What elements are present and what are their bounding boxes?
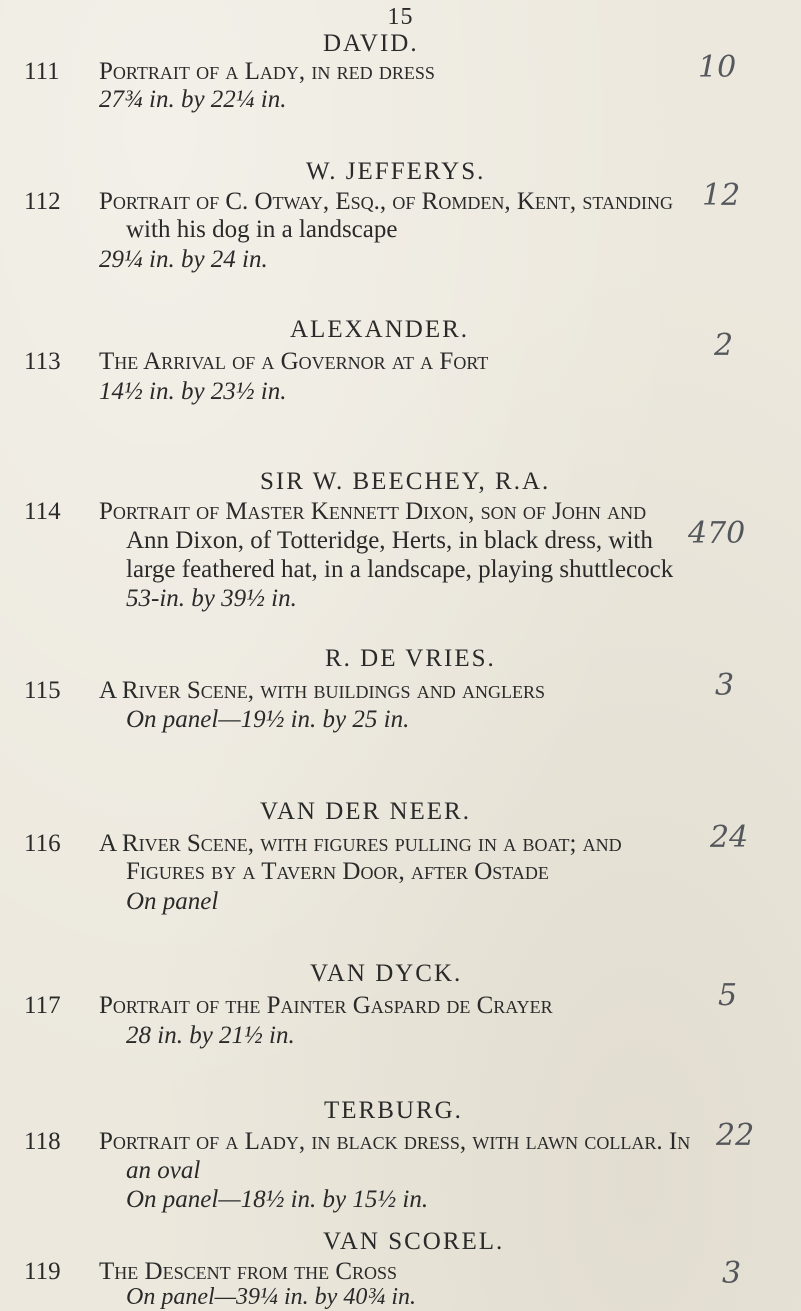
artist-name: W. JEFFERYS. — [306, 158, 486, 185]
lot-title: The Descent from the Cross — [99, 1258, 398, 1285]
lot-number: 116 — [24, 830, 61, 857]
handwritten-annotation: 470 — [688, 516, 746, 551]
lot-title: The Arrival of a Governor at a Fort — [99, 348, 489, 375]
lot-number: 113 — [24, 348, 61, 375]
artist-name: VAN SCOREL. — [323, 1228, 505, 1255]
lot-title: Portrait of a Lady, in red dress — [99, 58, 435, 85]
lot-dimensions: On panel—18½ in. by 15½ in. — [126, 1186, 429, 1213]
artist-name: TERBURG. — [324, 1097, 463, 1124]
artist-name: ALEXANDER. — [290, 316, 470, 343]
handwritten-annotation: 2 — [714, 328, 734, 363]
handwritten-annotation: 3 — [715, 668, 735, 703]
lot-dimensions: On panel—19½ in. by 25 in. — [126, 706, 410, 733]
lot-number: 114 — [24, 498, 61, 525]
lot-title-continued: large feathered hat, in a landscape, playing shuttlecock — [126, 556, 674, 583]
lot-title: Portrait of Master Kennett Dixon, son of John and — [99, 498, 647, 525]
lot-title: Portrait of a Lady, in black dress, with lawn collar. In — [99, 1128, 691, 1155]
lot-number: 111 — [24, 58, 60, 85]
lot-dimensions: On panel—39¼ in. by 40¾ in. — [126, 1284, 416, 1310]
artist-name: SIR W. BEECHEY, R.A. — [260, 468, 551, 495]
lot-dimensions: On panel — [126, 888, 219, 915]
lot-dimensions: 29¼ in. by 24 in. — [99, 246, 268, 273]
handwritten-annotation: 3 — [722, 1256, 742, 1291]
lot-title: Portrait of C. Otway, Esq., of Romden, Kent, standing — [99, 188, 673, 215]
handwritten-annotation: 24 — [710, 820, 749, 855]
lot-title: Portrait of the Painter Gaspard de Crayer — [99, 992, 553, 1019]
lot-title: A River Scene, with figures pulling in a boat; and — [99, 830, 622, 857]
artist-name: DAVID. — [323, 30, 419, 57]
handwritten-annotation: 22 — [716, 1118, 755, 1153]
lot-title-continued: with his dog in a landscape — [126, 216, 398, 243]
artist-name: VAN DYCK. — [310, 960, 463, 987]
handwritten-annotation: 10 — [698, 50, 737, 85]
handwritten-annotation: 5 — [718, 978, 738, 1013]
artist-name: R. DE VRIES. — [325, 645, 496, 672]
lot-dimensions: 14½ in. by 23½ in. — [99, 378, 287, 405]
lot-dimensions: 27¾ in. by 22¼ in. — [99, 86, 287, 113]
lot-number: 119 — [24, 1258, 61, 1285]
lot-number: 117 — [24, 992, 61, 1019]
page-number: 15 — [387, 4, 414, 30]
lot-number: 118 — [24, 1128, 61, 1155]
lot-dimensions: 28 in. by 21½ in. — [126, 1022, 295, 1049]
lot-title-continued: Figures by a Tavern Door, after Ostade — [126, 858, 549, 885]
lot-title: A River Scene, with buildings and anglers — [99, 677, 545, 704]
lot-number: 112 — [24, 188, 61, 215]
lot-number: 115 — [24, 677, 61, 704]
lot-dimensions: 53-in. by 39½ in. — [126, 585, 297, 612]
lot-title-continued: an oval — [126, 1157, 201, 1184]
artist-name: VAN DER NEER. — [260, 798, 471, 825]
handwritten-annotation: 12 — [702, 178, 741, 213]
lot-title-continued: Ann Dixon, of Totteridge, Herts, in black dress, with — [126, 527, 653, 554]
